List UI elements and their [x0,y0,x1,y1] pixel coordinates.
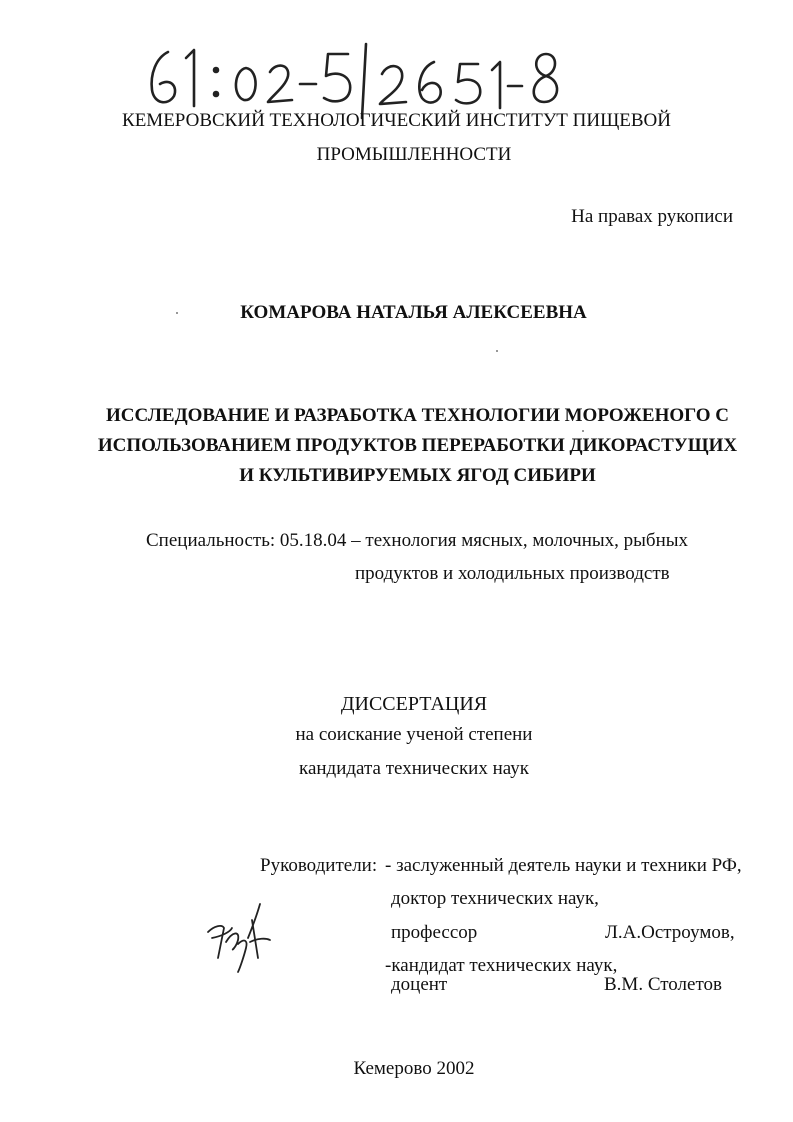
supervisor-1-title-1: - заслуженный деятель науки и техники РФ, [385,855,742,876]
supervisor-2-title-1: -кандидат технических наук, [385,955,618,976]
supervisor-1-title-2: доктор технических наук, [391,888,599,909]
dissertation-title [0,401,793,491]
supervisors-label: Руководители: [260,855,378,876]
title-line-3: И КУЛЬТИВИРУЕМЫХ ЯГОД СИБИРИ [239,465,596,486]
degree-line-3: кандидата технических наук [299,758,529,779]
institute-line-2: ПРОМЫШЛЕННОСТИ [316,144,512,165]
institute-line-1: КЕМЕРОВСКИЙ ТЕХНОЛОГИЧЕСКИЙ ИНСТИТУТ ПИЩЕВОЙ [122,110,671,131]
supervisor-1-title-3: профессор [391,922,478,943]
specialty-line-2: продуктов и холодильных производств [355,563,670,584]
degree-type: ДИССЕРТАЦИЯ [340,693,488,715]
supervisor-1-name: Л.А.Остроумов, [605,922,735,943]
scan-speck [582,430,584,432]
supervisor-2-name: В.М. Столетов [604,974,722,995]
title-line-2: ИСПОЛЬЗОВАНИЕМ ПРОДУКТОВ ПЕРЕРАБОТКИ ДИКОРАСТУЩИХ [97,435,738,456]
scan-speck [176,312,178,314]
supervisor-2-title-2: доцент [391,974,448,995]
institute-name-cont [0,144,793,166]
city-year: Кемерово 2002 [353,1058,475,1079]
degree-line-2: на соискание ученой степени [295,724,533,745]
archive-code-handwritten [138,40,578,120]
scan-speck [496,350,498,352]
manuscript-note: На правах рукописи [571,206,733,227]
signature [200,898,280,978]
author-name: КОМАРОВА НАТАЛЬЯ АЛЕКСЕЕВНА [240,302,587,323]
title-line-1: ИССЛЕДОВАНИЕ И РАЗРАБОТКА ТЕХНОЛОГИИ МОРОЖЕНОГО С [105,405,730,426]
specialty-line-1: Специальность: 05.18.04 – технология мясных, молочных, рыбных [146,530,689,551]
institute-name [0,110,793,132]
